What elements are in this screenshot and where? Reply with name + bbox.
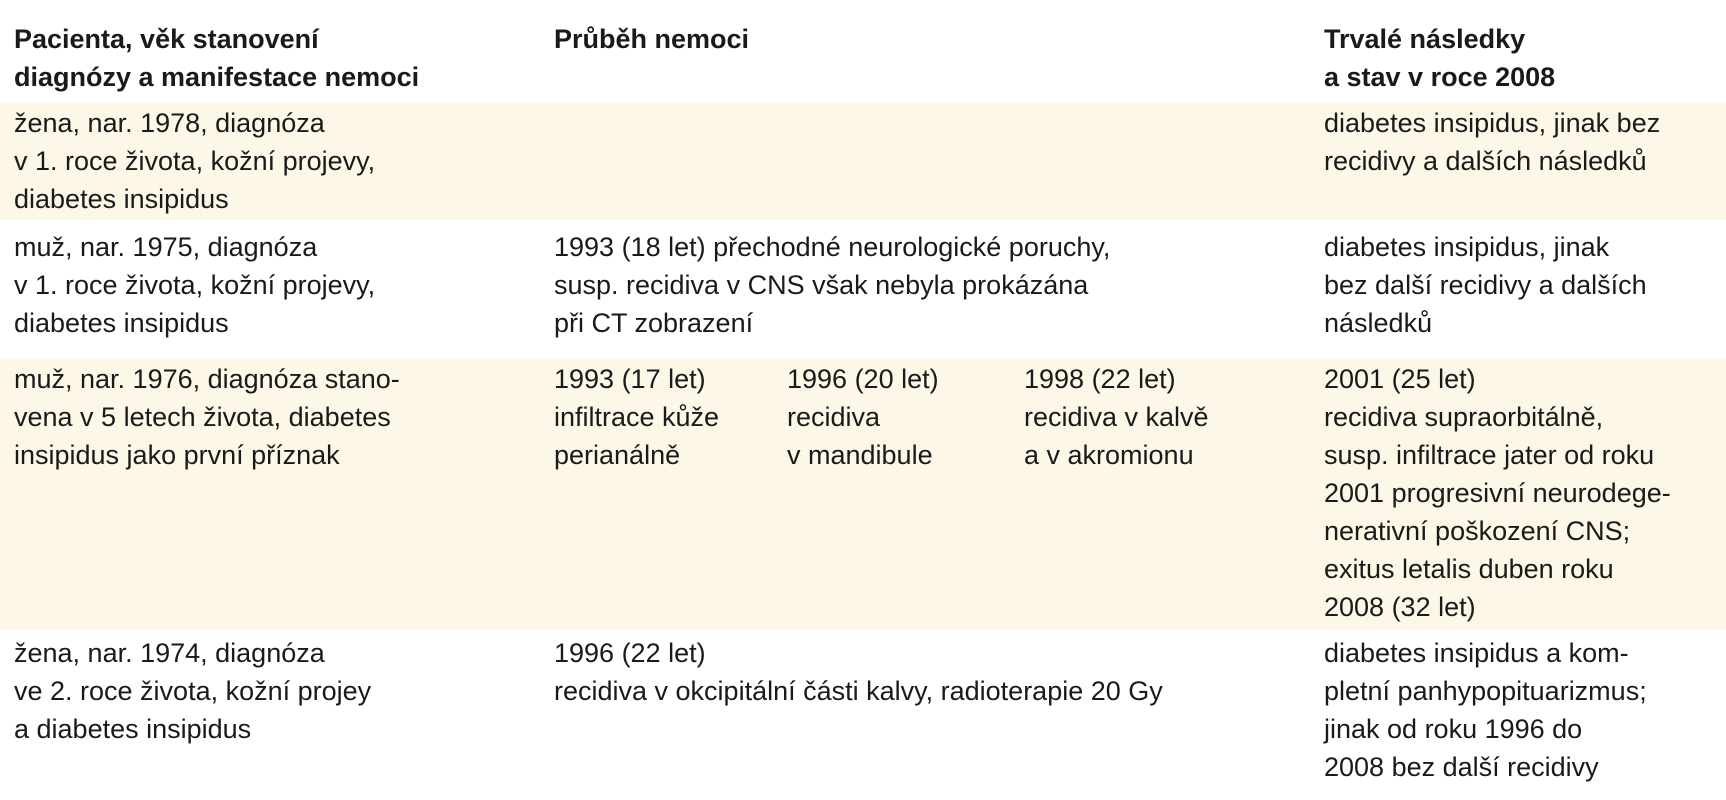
course-event-1996: 1996 (20 let) recidiva v mandibule	[787, 364, 939, 470]
table-header-row	[0, 0, 1726, 102]
patient-cell: muž, nar. 1976, diagnóza stano- vena v 5 letech života, diabetes insipidus jako první příznak	[14, 364, 400, 470]
course-cell: 1993 (18 let) přechodné neurologické poruchy, susp. recidiva v CNS však nebyla prokázána při CT zobrazení	[554, 232, 1111, 338]
table-row	[0, 358, 1726, 630]
patient-cell: žena, nar. 1974, diagnóza ve 2. roce života, kožní projey a diabetes insipidus	[14, 638, 372, 744]
table-row	[0, 630, 1726, 800]
table-row	[0, 102, 1726, 220]
outcome-cell: diabetes insipidus a kom- pletní panhypopituarizmus; jinak od roku 1996 do 2008 bez další recidivy	[1324, 638, 1647, 782]
course-cell	[554, 360, 1304, 512]
outcome-cell: diabetes insipidus, jinak bez recidivy a dalších následků	[1324, 108, 1661, 176]
table-row	[0, 220, 1726, 358]
header-patient: Pacienta, věk stanovení diagnózy a manifestace nemoci	[14, 24, 420, 92]
course-event-1993: 1993 (17 let) infiltrace kůže perianálně	[554, 364, 720, 470]
course-event-1998: 1998 (22 let) recidiva v kalvě a v akromionu	[1024, 364, 1209, 470]
patient-cell: muž, nar. 1975, diagnóza v 1. roce života, kožní projevy, diabetes insipidus	[14, 232, 376, 338]
patient-cell: žena, nar. 1978, diagnóza v 1. roce života, kožní projevy, diabetes insipidus	[14, 108, 376, 214]
outcome-cell: diabetes insipidus, jinak bez další recidivy a dalších následků	[1324, 232, 1647, 338]
course-cell: 1996 (22 let) recidiva v okcipitální části kalvy, radioterapie 20 Gy	[554, 638, 1163, 706]
header-course: Průběh nemoci	[554, 24, 750, 54]
outcome-cell: 2001 (25 let) recidiva supraorbitálně, susp. infiltrace jater od roku 2001 progresivní neurodege- nerativní poškození CNS; exitus letalis duben roku 2008 (32 let)	[1324, 364, 1671, 622]
header-outcome: Trvalé následky a stav v roce 2008	[1324, 24, 1556, 92]
